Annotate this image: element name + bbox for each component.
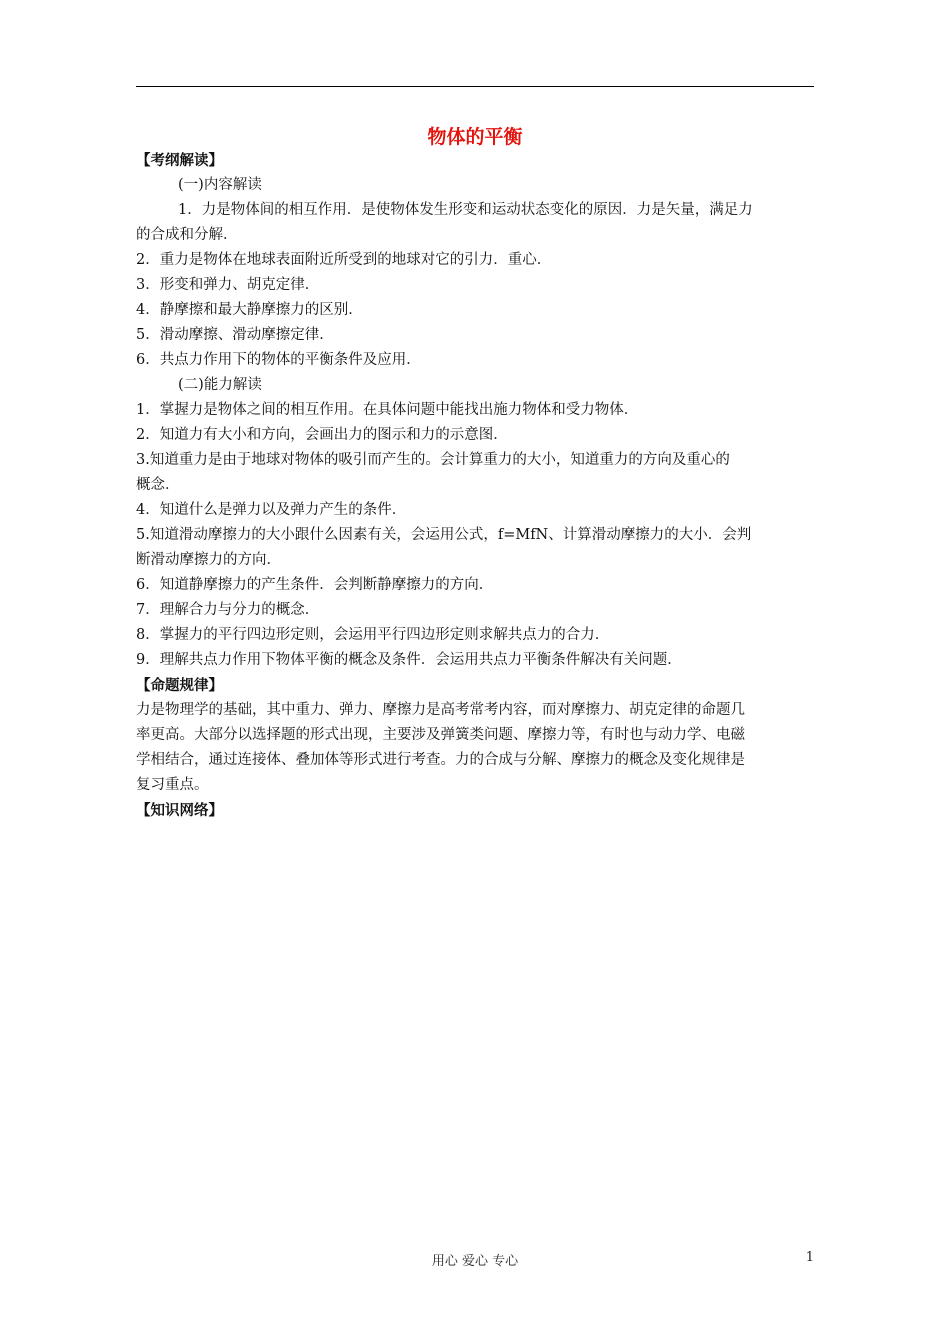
subheading-content: (一)内容解读 <box>178 177 262 193</box>
paragraph-line: 5.知道滑动摩擦力的大小跟什么因素有关，会运用公式，f=MfN、计算滑动摩擦力的大小．会判 <box>136 527 752 543</box>
footer-slogan: 用心 爱心 专心 <box>431 1254 519 1269</box>
paragraph-line: 3.知道重力是由于地球对物体的吸引而产生的。会计算重力的大小，知道重力的方向及重心的 <box>136 452 730 468</box>
section-heading-mingti: 【命题规律】 <box>136 677 223 694</box>
section-heading-zhishi: 【知识网络】 <box>136 802 223 819</box>
page-number: 1 <box>805 1250 814 1265</box>
paragraph-line: 概念． <box>136 477 180 493</box>
document-body <box>136 148 814 823</box>
paragraph-line: 2．知道力有大小和方向，会画出力的图示和力的示意图． <box>136 427 508 443</box>
paragraph-line: 3．形变和弹力、胡克定律． <box>136 277 320 293</box>
paragraph-line: 力是物理学的基础，其中重力、弹力、摩擦力是高考常考内容，而对摩擦力、胡克定律的命题几 <box>136 702 745 718</box>
paragraph-line: 断滑动摩擦力的方向． <box>136 552 281 568</box>
subheading-ability: (二)能力解读 <box>178 377 262 393</box>
paragraph-line: 7．理解合力与分力的概念． <box>136 602 320 618</box>
paragraph-line: 1．掌握力是物体之间的相互作用。在具体问题中能找出施力物体和受力物体． <box>136 402 639 418</box>
paragraph-line: 的合成和分解． <box>136 227 238 243</box>
paragraph-line: 1．力是物体间的相互作用．是使物体发生形变和运动状态变化的原因．力是矢量，满足力 <box>178 202 753 218</box>
paragraph-line: 4．静摩擦和最大静摩擦力的区别． <box>136 302 363 318</box>
paragraph-line: 4．知道什么是弹力以及弹力产生的条件． <box>136 502 407 518</box>
section-heading-kaogang: 【考纲解读】 <box>136 152 223 169</box>
paragraph-line: 6．共点力作用下的物体的平衡条件及应用． <box>136 352 421 368</box>
paragraph-line: 9．理解共点力作用下物体平衡的概念及条件．会运用共点力平衡条件解决有关问题． <box>136 652 682 668</box>
paragraph-line: 2．重力是物体在地球表面附近所受到的地球对它的引力．重心． <box>136 252 552 268</box>
paragraph-line: 6．知道静摩擦力的产生条件．会判断静摩擦力的方向． <box>136 577 494 593</box>
page-title: 物体的平衡 <box>427 126 523 148</box>
paragraph-line: 5．滑动摩擦、滑动摩擦定律． <box>136 327 334 343</box>
header-rule <box>136 86 814 87</box>
paragraph-line: 复习重点。 <box>136 777 209 793</box>
paragraph-line: 8．掌握力的平行四边形定则，会运用平行四边形定则求解共点力的合力． <box>136 627 610 643</box>
paragraph-line: 学相结合，通过连接体、叠加体等形式进行考查。力的合成与分解、摩擦力的概念及变化规律是 <box>136 752 745 768</box>
paragraph-line: 率更高。大部分以选择题的形式出现，主要涉及弹簧类问题、摩擦力等，有时也与动力学、电磁 <box>136 727 745 743</box>
